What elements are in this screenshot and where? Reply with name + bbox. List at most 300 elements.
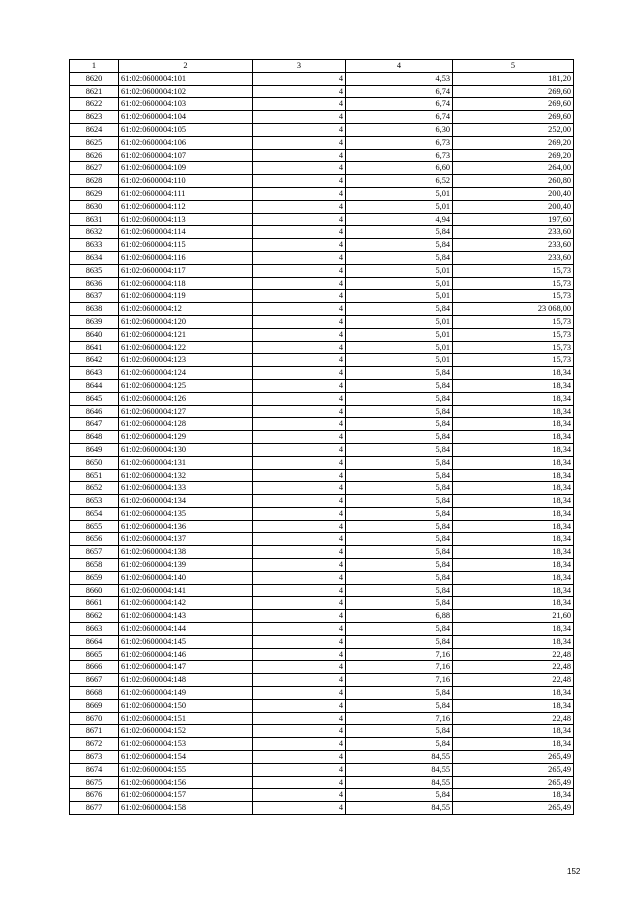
value-cell: 5,84 [346,226,453,239]
cadastral-number-cell: 61:02:0600004:106 [119,136,253,149]
table-row [70,123,574,136]
cadastral-number-cell: 61:02:0600004:131 [119,456,253,469]
row-number-cell: 8635 [70,264,119,277]
table-row [70,687,574,700]
value-cell: 5,84 [346,405,453,418]
table-row [70,661,574,674]
amount-cell: 21,60 [453,610,574,623]
value-cell: 4,94 [346,213,453,226]
row-number-cell: 8648 [70,431,119,444]
table-row [70,635,574,648]
category-cell: 4 [253,123,346,136]
amount-cell: 197,60 [453,213,574,226]
amount-cell: 200,40 [453,187,574,200]
row-number-cell: 8654 [70,507,119,520]
category-cell: 4 [253,507,346,520]
category-cell: 4 [253,482,346,495]
value-cell: 5,84 [346,546,453,559]
table-row [70,136,574,149]
category-cell: 4 [253,341,346,354]
table-row [70,546,574,559]
cadastral-number-cell: 61:02:0600004:118 [119,277,253,290]
value-cell: 6,73 [346,136,453,149]
category-cell: 4 [253,776,346,789]
value-cell: 5,84 [346,239,453,252]
amount-cell: 18,34 [453,443,574,456]
amount-cell: 18,34 [453,431,574,444]
amount-cell: 22,48 [453,712,574,725]
category-cell: 4 [253,584,346,597]
value-cell: 5,84 [346,725,453,738]
category-cell: 4 [253,85,346,98]
value-cell: 84,55 [346,751,453,764]
table-row [70,175,574,188]
value-cell: 84,55 [346,802,453,815]
category-cell: 4 [253,610,346,623]
category-cell: 4 [253,443,346,456]
cadastral-number-cell: 61:02:0600004:103 [119,98,253,111]
value-cell: 6,74 [346,85,453,98]
amount-cell: 15,73 [453,290,574,303]
table-row [70,418,574,431]
cadastral-number-cell: 61:02:0600004:113 [119,213,253,226]
cadastral-number-cell: 61:02:0600004:125 [119,379,253,392]
table-row [70,98,574,111]
cadastral-number-cell: 61:02:0600004:130 [119,443,253,456]
row-number-cell: 8633 [70,239,119,252]
table-row [70,200,574,213]
category-cell: 4 [253,674,346,687]
value-cell: 5,84 [346,431,453,444]
cadastral-number-cell: 61:02:0600004:128 [119,418,253,431]
cadastral-number-cell: 61:02:0600004:111 [119,187,253,200]
row-number-cell: 8622 [70,98,119,111]
amount-cell: 18,34 [453,367,574,380]
table-row [70,264,574,277]
table-row [70,328,574,341]
category-cell: 4 [253,379,346,392]
table-row [70,392,574,405]
category-cell: 4 [253,200,346,213]
value-cell: 5,84 [346,597,453,610]
cadastral-number-cell: 61:02:0600004:135 [119,507,253,520]
category-cell: 4 [253,392,346,405]
category-cell: 4 [253,251,346,264]
row-number-cell: 8620 [70,72,119,85]
value-cell: 5,84 [346,495,453,508]
amount-cell: 18,34 [453,546,574,559]
category-cell: 4 [253,738,346,751]
row-number-cell: 8650 [70,456,119,469]
value-cell: 84,55 [346,776,453,789]
column-header-5: 5 [453,60,574,73]
row-number-cell: 8624 [70,123,119,136]
value-cell: 6,88 [346,610,453,623]
data-table [69,59,574,815]
cadastral-number-cell: 61:02:0600004:114 [119,226,253,239]
amount-cell: 15,73 [453,264,574,277]
cadastral-number-cell: 61:02:0600004:115 [119,239,253,252]
amount-cell: 269,20 [453,149,574,162]
value-cell: 5,84 [346,418,453,431]
amount-cell: 23 068,00 [453,303,574,316]
value-cell: 5,84 [346,533,453,546]
row-number-cell: 8634 [70,251,119,264]
category-cell: 4 [253,635,346,648]
amount-cell: 269,60 [453,111,574,124]
value-cell: 5,84 [346,482,453,495]
row-number-cell: 8628 [70,175,119,188]
cadastral-number-cell: 61:02:0600004:151 [119,712,253,725]
amount-cell: 252,00 [453,123,574,136]
row-number-cell: 8632 [70,226,119,239]
category-cell: 4 [253,661,346,674]
table-row [70,290,574,303]
category-cell: 4 [253,802,346,815]
category-cell: 4 [253,162,346,175]
cadastral-number-cell: 61:02:0600004:117 [119,264,253,277]
amount-cell: 233,60 [453,239,574,252]
value-cell: 6,73 [346,149,453,162]
row-number-cell: 8629 [70,187,119,200]
category-cell: 4 [253,431,346,444]
row-number-cell: 8675 [70,776,119,789]
row-number-cell: 8640 [70,328,119,341]
cadastral-number-cell: 61:02:0600004:133 [119,482,253,495]
category-cell: 4 [253,456,346,469]
table-row [70,559,574,572]
value-cell: 6,60 [346,162,453,175]
amount-cell: 18,34 [453,559,574,572]
row-number-cell: 8631 [70,213,119,226]
amount-cell: 18,34 [453,482,574,495]
cadastral-number-cell: 61:02:0600004:119 [119,290,253,303]
value-cell: 7,16 [346,712,453,725]
category-cell: 4 [253,264,346,277]
table-row [70,187,574,200]
row-number-cell: 8660 [70,584,119,597]
amount-cell: 15,73 [453,315,574,328]
table-row [70,277,574,290]
page-number: 152 [567,867,581,876]
row-number-cell: 8657 [70,546,119,559]
cadastral-number-cell: 61:02:0600004:139 [119,559,253,572]
column-header-1: 1 [70,60,119,73]
table-row [70,111,574,124]
value-cell: 5,84 [346,456,453,469]
table-row [70,482,574,495]
amount-cell: 265,49 [453,763,574,776]
value-cell: 5,84 [346,443,453,456]
value-cell: 5,84 [346,379,453,392]
row-number-cell: 8646 [70,405,119,418]
amount-cell: 18,34 [453,584,574,597]
table-row [70,776,574,789]
value-cell: 5,01 [346,200,453,213]
value-cell: 5,01 [346,341,453,354]
table-row [70,763,574,776]
cadastral-number-cell: 61:02:0600004:102 [119,85,253,98]
cadastral-number-cell: 61:02:0600004:116 [119,251,253,264]
category-cell: 4 [253,98,346,111]
row-number-cell: 8653 [70,495,119,508]
cadastral-number-cell: 61:02:0600004:158 [119,802,253,815]
amount-cell: 18,34 [453,699,574,712]
category-cell: 4 [253,277,346,290]
cadastral-number-cell: 61:02:0600004:104 [119,111,253,124]
table-row [70,802,574,815]
category-cell: 4 [253,418,346,431]
value-cell: 5,84 [346,699,453,712]
cadastral-number-cell: 61:02:0600004:120 [119,315,253,328]
row-number-cell: 8645 [70,392,119,405]
category-cell: 4 [253,290,346,303]
category-cell: 4 [253,725,346,738]
cadastral-number-cell: 61:02:0600004:142 [119,597,253,610]
table-row [70,738,574,751]
table-row [70,789,574,802]
value-cell: 5,84 [346,571,453,584]
value-cell: 5,84 [346,469,453,482]
row-number-cell: 8668 [70,687,119,700]
row-number-cell: 8625 [70,136,119,149]
amount-cell: 18,34 [453,789,574,802]
row-number-cell: 8661 [70,597,119,610]
header-row [70,60,574,73]
row-number-cell: 8626 [70,149,119,162]
row-number-cell: 8651 [70,469,119,482]
row-number-cell: 8639 [70,315,119,328]
table-row [70,341,574,354]
amount-cell: 18,34 [453,456,574,469]
row-number-cell: 8677 [70,802,119,815]
cadastral-number-cell: 61:02:0600004:157 [119,789,253,802]
amount-cell: 18,34 [453,418,574,431]
table-row [70,443,574,456]
value-cell: 7,16 [346,674,453,687]
amount-cell: 18,34 [453,725,574,738]
value-cell: 5,84 [346,507,453,520]
row-number-cell: 8676 [70,789,119,802]
table-row [70,610,574,623]
row-number-cell: 8638 [70,303,119,316]
table-row [70,597,574,610]
cadastral-number-cell: 61:02:0600004:155 [119,763,253,776]
table-row [70,751,574,764]
amount-cell: 18,34 [453,623,574,636]
cadastral-number-cell: 61:02:0600004:143 [119,610,253,623]
row-number-cell: 8672 [70,738,119,751]
table-row [70,251,574,264]
table-row [70,354,574,367]
table-body [70,72,574,814]
value-cell: 5,84 [346,251,453,264]
cadastral-number-cell: 61:02:0600004:150 [119,699,253,712]
amount-cell: 15,73 [453,354,574,367]
row-number-cell: 8623 [70,111,119,124]
category-cell: 4 [253,367,346,380]
category-cell: 4 [253,559,346,572]
table-row [70,85,574,98]
cadastral-number-cell: 61:02:0600004:145 [119,635,253,648]
row-number-cell: 8642 [70,354,119,367]
value-cell: 5,84 [346,584,453,597]
table-row [70,367,574,380]
amount-cell: 18,34 [453,738,574,751]
cadastral-number-cell: 61:02:0600004:146 [119,648,253,661]
amount-cell: 200,40 [453,200,574,213]
row-number-cell: 8655 [70,520,119,533]
table-row [70,315,574,328]
value-cell: 5,84 [346,520,453,533]
cadastral-number-cell: 61:02:0600004:126 [119,392,253,405]
category-cell: 4 [253,495,346,508]
table-row [70,469,574,482]
category-cell: 4 [253,546,346,559]
amount-cell: 15,73 [453,341,574,354]
amount-cell: 260,80 [453,175,574,188]
table-row [70,623,574,636]
cadastral-number-cell: 61:02:0600004:127 [119,405,253,418]
cadastral-number-cell: 61:02:0600004:132 [119,469,253,482]
value-cell: 5,01 [346,290,453,303]
category-cell: 4 [253,315,346,328]
table-row [70,431,574,444]
row-number-cell: 8643 [70,367,119,380]
row-number-cell: 8637 [70,290,119,303]
table-row [70,162,574,175]
table-row [70,648,574,661]
column-header-2: 2 [119,60,253,73]
category-cell: 4 [253,226,346,239]
amount-cell: 22,48 [453,674,574,687]
row-number-cell: 8674 [70,763,119,776]
cadastral-number-cell: 61:02:0600004:134 [119,495,253,508]
row-number-cell: 8667 [70,674,119,687]
row-number-cell: 8662 [70,610,119,623]
category-cell: 4 [253,469,346,482]
amount-cell: 269,60 [453,85,574,98]
amount-cell: 18,34 [453,392,574,405]
cadastral-number-cell: 61:02:0600004:144 [119,623,253,636]
cadastral-number-cell: 61:02:0600004:107 [119,149,253,162]
category-cell: 4 [253,687,346,700]
amount-cell: 18,34 [453,495,574,508]
category-cell: 4 [253,597,346,610]
cadastral-number-cell: 61:02:0600004:101 [119,72,253,85]
value-cell: 5,84 [346,687,453,700]
row-number-cell: 8636 [70,277,119,290]
row-number-cell: 8656 [70,533,119,546]
category-cell: 4 [253,712,346,725]
value-cell: 5,84 [346,303,453,316]
amount-cell: 233,60 [453,251,574,264]
category-cell: 4 [253,789,346,802]
value-cell: 6,74 [346,98,453,111]
amount-cell: 269,20 [453,136,574,149]
category-cell: 4 [253,623,346,636]
row-number-cell: 8670 [70,712,119,725]
category-cell: 4 [253,763,346,776]
table-row [70,533,574,546]
cadastral-number-cell: 61:02:0600004:12 [119,303,253,316]
table-row [70,239,574,252]
cadastral-number-cell: 61:02:0600004:112 [119,200,253,213]
cadastral-number-cell: 61:02:0600004:121 [119,328,253,341]
category-cell: 4 [253,328,346,341]
table-row [70,507,574,520]
table-row [70,456,574,469]
table-row [70,149,574,162]
table-row [70,495,574,508]
table-row [70,213,574,226]
row-number-cell: 8649 [70,443,119,456]
table-row [70,712,574,725]
amount-cell: 181,20 [453,72,574,85]
table-row [70,725,574,738]
value-cell: 6,52 [346,175,453,188]
cadastral-number-cell: 61:02:0600004:154 [119,751,253,764]
value-cell: 7,16 [346,661,453,674]
table-row [70,72,574,85]
value-cell: 84,55 [346,763,453,776]
cadastral-number-cell: 61:02:0600004:137 [119,533,253,546]
value-cell: 5,84 [346,623,453,636]
category-cell: 4 [253,136,346,149]
category-cell: 4 [253,149,346,162]
amount-cell: 18,34 [453,469,574,482]
table-row [70,405,574,418]
table-row [70,226,574,239]
table-row [70,303,574,316]
value-cell: 6,30 [346,123,453,136]
category-cell: 4 [253,354,346,367]
amount-cell: 265,49 [453,776,574,789]
table-row [70,674,574,687]
row-number-cell: 8630 [70,200,119,213]
category-cell: 4 [253,405,346,418]
category-cell: 4 [253,533,346,546]
category-cell: 4 [253,187,346,200]
value-cell: 4,53 [346,72,453,85]
cadastral-number-cell: 61:02:0600004:123 [119,354,253,367]
value-cell: 5,84 [346,738,453,751]
column-header-4: 4 [346,60,453,73]
cadastral-number-cell: 61:02:0600004:147 [119,661,253,674]
column-header-3: 3 [253,60,346,73]
row-number-cell: 8647 [70,418,119,431]
amount-cell: 15,73 [453,328,574,341]
row-number-cell: 8671 [70,725,119,738]
table-row [70,379,574,392]
value-cell: 5,84 [346,367,453,380]
amount-cell: 18,34 [453,520,574,533]
cadastral-number-cell: 61:02:0600004:156 [119,776,253,789]
row-number-cell: 8664 [70,635,119,648]
category-cell: 4 [253,239,346,252]
row-number-cell: 8658 [70,559,119,572]
cadastral-number-cell: 61:02:0600004:110 [119,175,253,188]
category-cell: 4 [253,571,346,584]
amount-cell: 18,34 [453,507,574,520]
cadastral-number-cell: 61:02:0600004:124 [119,367,253,380]
cadastral-number-cell: 61:02:0600004:149 [119,687,253,700]
amount-cell: 265,49 [453,751,574,764]
amount-cell: 22,48 [453,661,574,674]
row-number-cell: 8652 [70,482,119,495]
row-number-cell: 8665 [70,648,119,661]
value-cell: 6,74 [346,111,453,124]
